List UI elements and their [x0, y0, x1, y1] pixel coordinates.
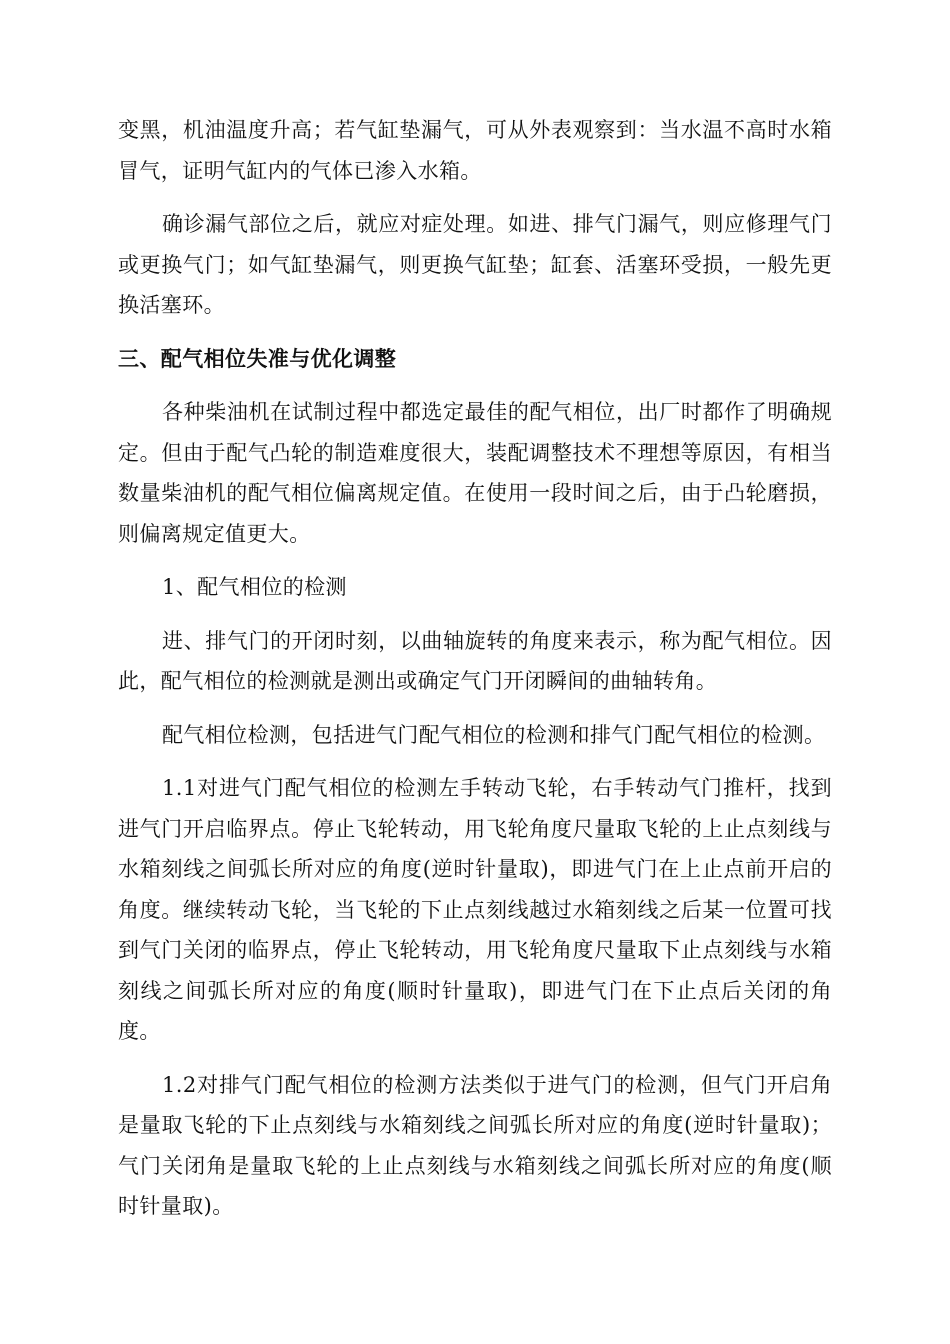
- paragraph-continued: 变黑，机油温度升高；若气缸垫漏气，可从外表观察到：当水温不高时水箱冒气，证明气缸内的气体已渗入水箱。: [118, 118, 832, 183]
- paragraph-exhaust-detection: 1.2对排气门配气相位的检测方法类似于进气门的检测，但气门开启角是量取飞轮的下止点刻线与水箱刻线之间弧长所对应的角度(逆时针量取)；气门关闭角是量取飞轮的上止点刻线与水箱刻线之间弧长所对应的角度(顺时针量取)。: [118, 1072, 832, 1218]
- paragraph-intro: 各种柴油机在试制过程中都选定最佳的配气相位，出厂时都作了明确规定。但由于配气凸轮的制造难度很大，装配调整技术不理想等原因，有相当数量柴油机的配气相位偏离规定值。在使用一段时间之后，由于凸轮磨损，则偏离规定值更大。: [118, 400, 832, 546]
- document-body: [118, 110, 832, 1227]
- paragraph-detection-scope: 配气相位检测，包括进气门配气相位的检测和排气门配气相位的检测。: [162, 722, 826, 747]
- paragraph-definition: 进、排气门的开闭时刻，以曲轴旋转的角度来表示，称为配气相位。因此，配气相位的检测就是测出或确定气门开闭瞬间的曲轴转角。: [118, 628, 832, 693]
- paragraph-leak-treatment: 确诊漏气部位之后，就应对症处理。如进、排气门漏气，则应修理气门或更换气门；如气缸垫漏气，则更换气缸垫；缸套、活塞环受损，一般先更换活塞环。: [118, 212, 832, 317]
- subsection-heading: 1、配气相位的检测: [162, 575, 347, 599]
- paragraph-intake-detection: 1.1对进气门配气相位的检测左手转动飞轮，右手转动气门推杆，找到进气门开启临界点。停止飞轮转动，用飞轮角度尺量取飞轮的上止点刻线与水箱刻线之间弧长所对应的角度(逆时针量取)，即进气门在上止点前开启的角度。继续转动飞轮，当飞轮的下止点刻线越过水箱刻线之后某一位置可找到气门关闭的临界点，停止飞轮转动，用飞轮角度尺量取下止点刻线与水箱刻线之间弧长所对应的角度(顺时针量取)，即进气门在下止点后关闭的角度。: [118, 776, 832, 1043]
- section-heading: 三、配气相位失准与优化调整: [118, 346, 397, 371]
